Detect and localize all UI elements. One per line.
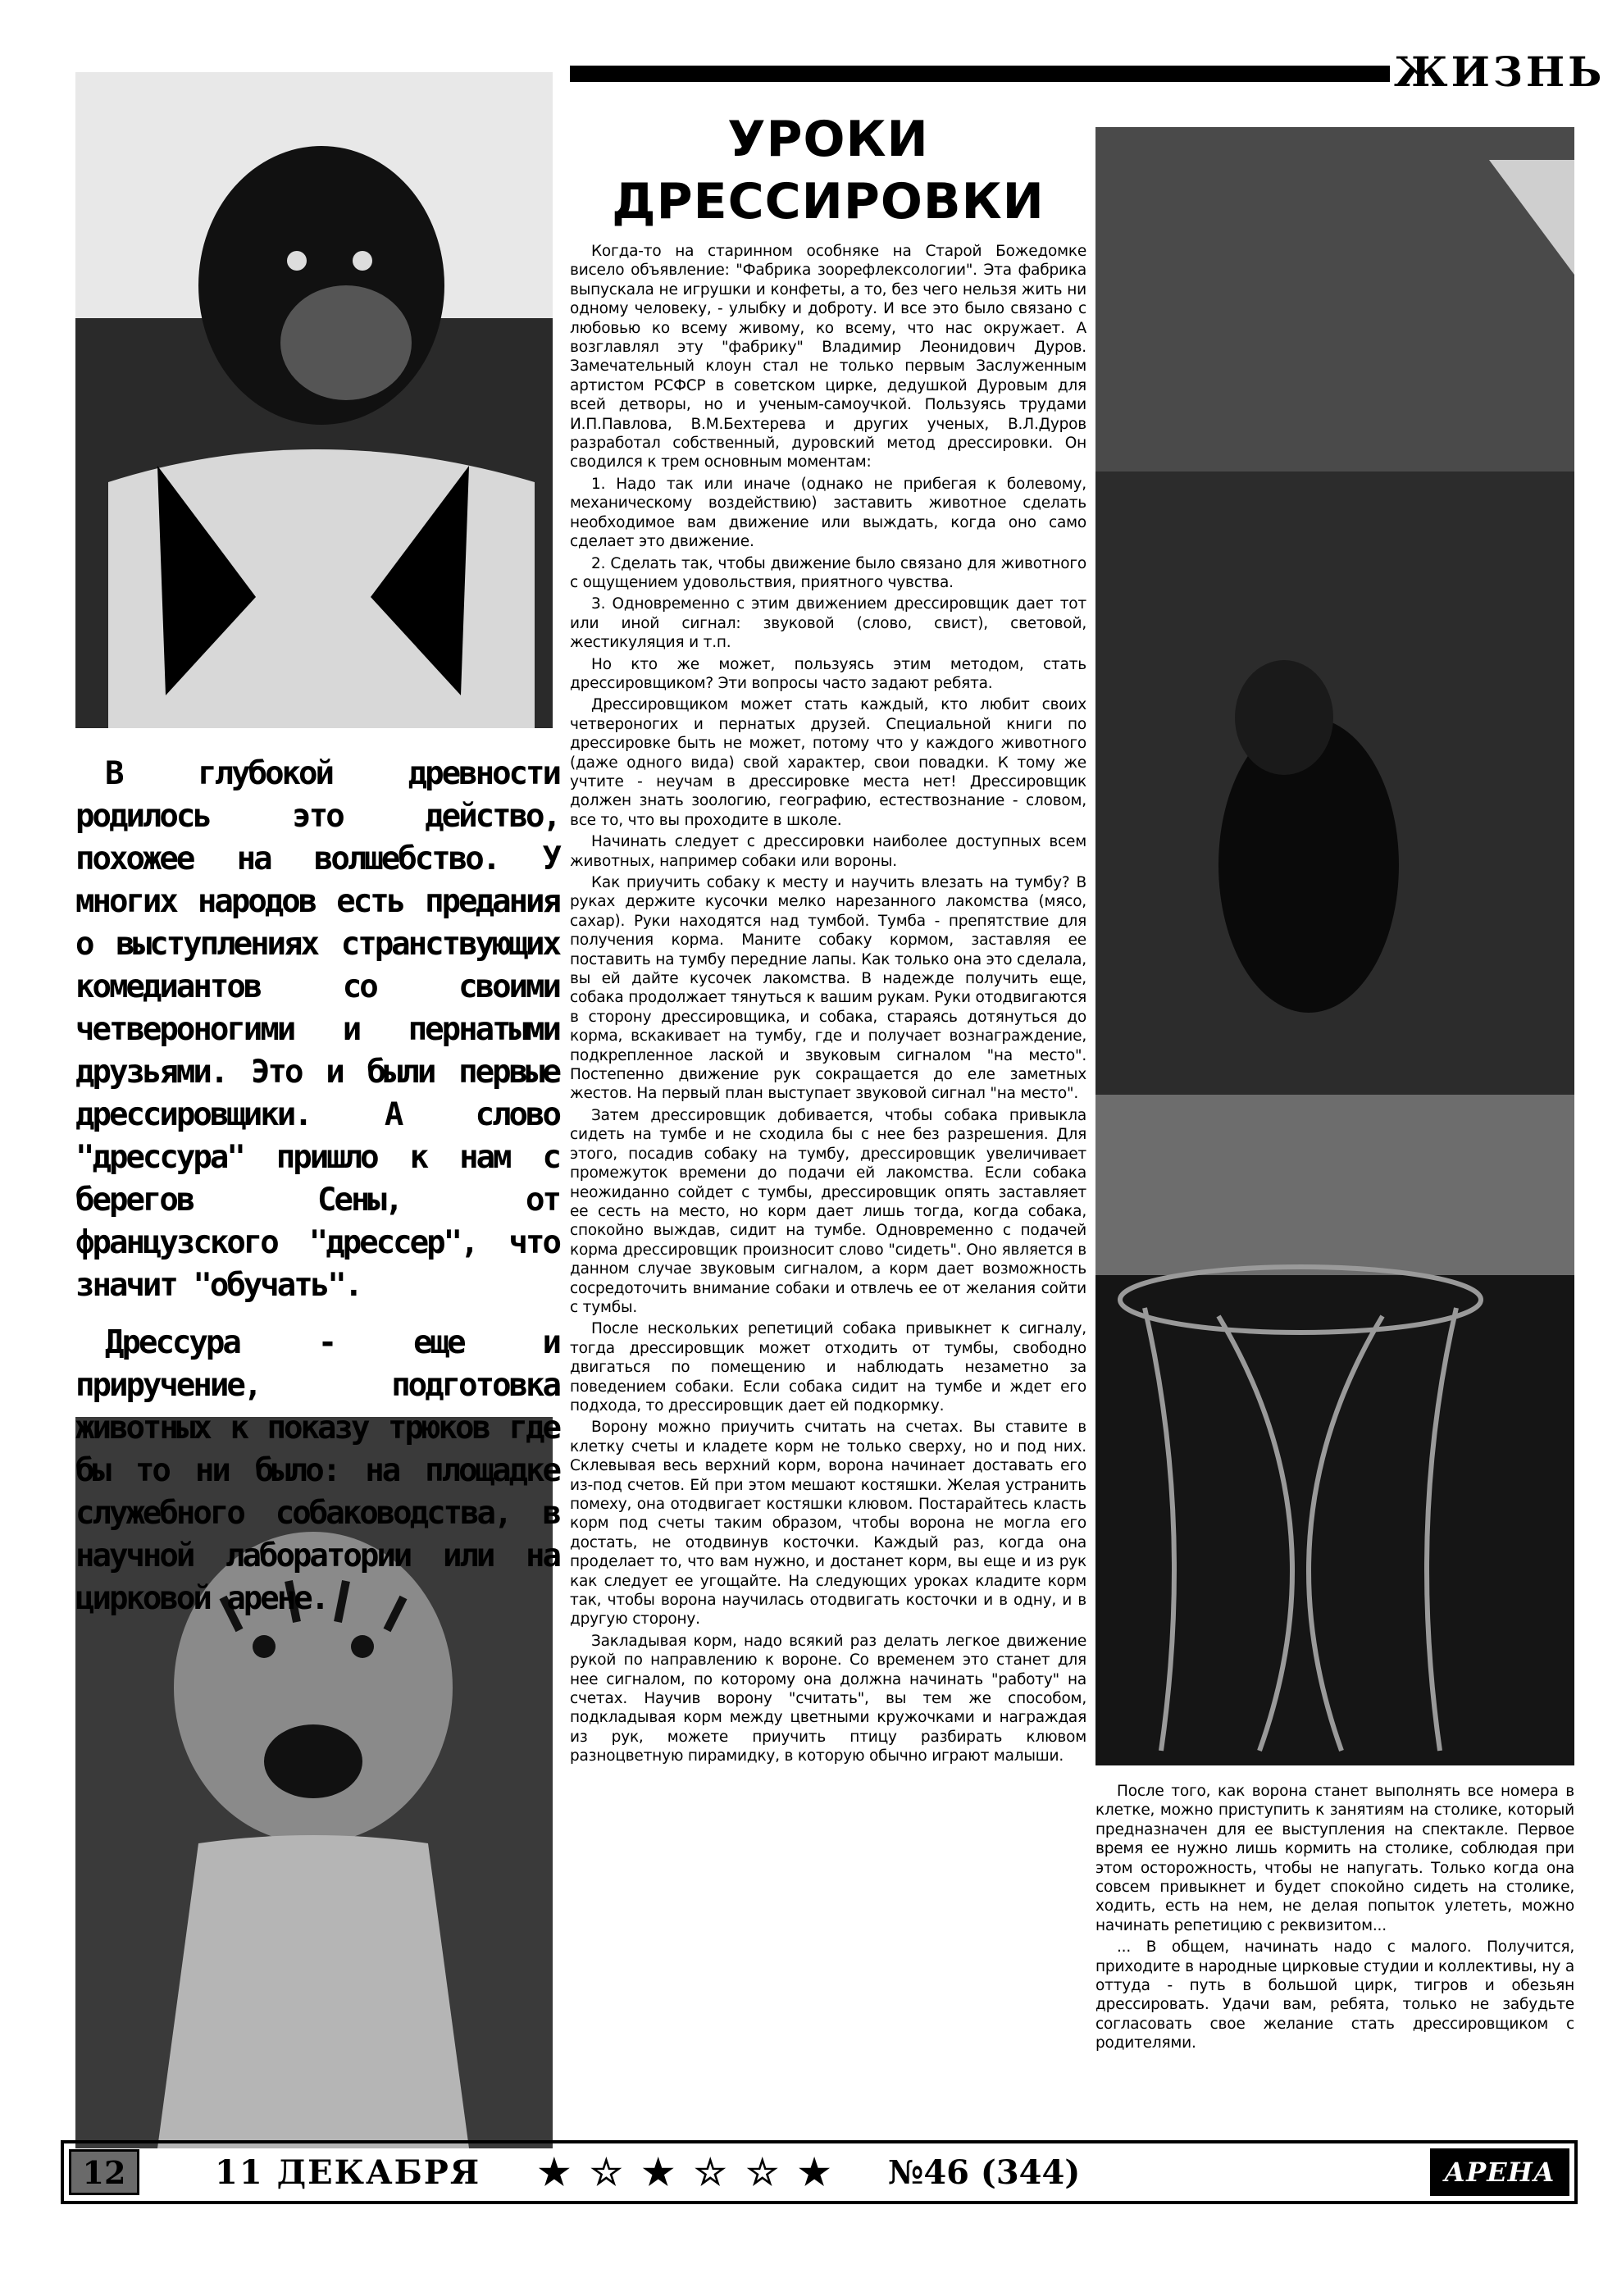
body-paragraph: После нескольких репетиций собака привыкнет к сигналу, тогда дрессировщик может отходить от тумбы, свободно двигаться по помещению и наблюдать незаметно за поведением собаки. Если собака сидит на тумбе и ждет его подхода, то дрессировщик дает ей подкормку. [570, 1320, 1086, 1414]
body-paragraph: Начинать следует с дрессировки наиболее доступных всем животных, например собаки или вороны. [570, 833, 1086, 870]
footer-stars [538, 2152, 831, 2194]
body-paragraph: Дрессировщиком может стать каждый, кто любит своих четвероногих и пернатых друзей. Специальной книги по дрессировке быть не может, потому что у каждого животного (даже одного вида) свой характер, свои повадки. К тому же учтите - неучам в дрессировке места нет! Дрессировщик должен знать зоологию, географию, естествознание - словом, все то, что вы проходите в школе. [570, 696, 1086, 829]
article-headline [570, 108, 1086, 233]
header-rule [570, 66, 1390, 82]
section-label: ЖИЗНЬ [1394, 48, 1606, 96]
issue-date: 11 ДЕКАБРЯ [215, 2152, 481, 2192]
star-outline-icon: ☆ [745, 2151, 779, 2194]
side-paragraph: ... В общем, начинать надо с малого. Получится, приходите в народные цирковые студии и коллективы, ну а оттуда - путь в большой цирк, тигров и обезьян дрессировать. Удачи вам, ребята, только не забудьте согласовать свое желание стать дрессировщиком с родителями. [1095, 1938, 1574, 2052]
headline-line-2: ДРЕССИРОВКИ [612, 173, 1045, 230]
page-number: 12 [69, 2149, 139, 2195]
body-paragraph: Закладывая корм, надо всякий раз делать легкое движение рукой по направлению к вороне. Со временем это станет для нее сигналом, по которому она должна начинать "работу" на счетах. Научив ворону "считать", вы тем же способом, подкладывая корм между цветными кружочками и награждая из рук, можете приучить птицу разбирать клювом разноцветную пирамидку, в которую обычно играют малыши. [570, 1632, 1086, 1765]
page-footer [61, 2140, 1578, 2204]
side-paragraph: После того, как ворона станет выполнять все номера в клетке, можно приступить к занятиям на столике, который предназначен для ее выступления на спектакле. Первое время ее нужно лишь кормить на столике, соблюдая при этом осторожность, чтобы не напугать. Только когда она совсем привыкнет и будет спокойно сидеть на столике, ходить, есть на нем, не делая попыток улететь, можно начинать репетицию с реквизитом... [1095, 1783, 1574, 1934]
headline-line-1: УРОКИ [727, 111, 929, 168]
intro-paragraph: В глубокой древности родилось это действо, похожее на волшебство. У многих народов есть предания о выступлениях странствующих комедиантов со своими четвероногими и пернатыми друзьями. Это и были первые дрессировщики. А слово "дрессура" пришло к нам с берегов Сены, от французского "дрессер", что значит "обучать". [75, 755, 559, 1304]
publication-logo: АРЕНА [1430, 2148, 1569, 2196]
issue-number: №46 (344) [887, 2152, 1081, 2192]
chimpanzee-photo [75, 72, 553, 728]
star-outline-icon: ☆ [590, 2151, 623, 2194]
body-paragraph: Как приучить собаку к месту и научить влезать на тумбу? В руках держите кусочки мелко нарезанного лакомства (мясо, сахар). Руки находятся над тумбой. Тумба - препятствие для получения корма. Маните собаку кормом, заставляя ее поставить на тумбу передние лапы. Как только она это сделала, вы ей дайте кусочек лакомства. В надежде получить еще, собака продолжает тянуться к вашим рукам. Руки отодвигаются в сторону дрессировщика, и собака, стараясь дотянуться до корма, вскакивает на тумбу, где и получает вознаграждение, подкрепленное лаской и звуковым сигналом "на место". Постепенно движение рук сокращается до еле заметных жестов. На первый план выступает звуковой сигнал "на место". [570, 874, 1086, 1103]
star-icon: ★ [798, 2151, 831, 2194]
star-outline-icon: ☆ [694, 2151, 727, 2194]
star-icon: ★ [538, 2151, 571, 2194]
body-paragraph: Но кто же может, пользуясь этим методом, стать дрессировщиком? Эти вопросы часто задают ребята. [570, 655, 1086, 692]
circus-monkey-photo [1095, 127, 1574, 1765]
article-intro [75, 753, 559, 1635]
body-paragraph: 3. Одновременно с этим движением дрессировщик дает тот или иной сигнал: звуковой (слово, свист), световой, жестикуляция и т.п. [570, 595, 1086, 652]
intro-paragraph: Дрессура - еще и приручение, подготовка животных к показу трюков где бы то ни было: на площадке служебного собаководства, в научной лаборатории или на цирковой арене. [75, 1324, 559, 1617]
body-paragraph: Когда-то на старинном особняке на Старой Божедомке висело объявление: "Фабрика зоорефлексологии". Эта фабрика выпускала не игрушки и конфеты, а то, без чего нельзя жить ни одному человеку, - улыбку и доброту. И все это было связано с любовью ко всему живому, ко всему, что нас окружает. А возглавлял эту "фабрику" Владимир Леонидович Дуров. Замечательный клоун стал не только первым Заслуженным артистом РСФСР в советском цирке, дедушкой Дуровым для всей детворы, но и ученым-самоучкой. Пользуясь трудами И.П.Павлова, В.М.Бехтерева и других ученых, В.Л.Дуров разработал собственный, дуровский метод дрессировки. Он сводился к трем основным моментам: [570, 243, 1086, 472]
body-paragraph: Ворону можно приучить считать на счетах. Вы ставите в клетку счеты и кладете корм не только сверху, но и под них. Склевывая весь верхний корм, ворона начинает доставать его из-под счетов. Ей при этом мешают костяшки. Желая устранить помеху, она отодвигает костяшки клювом. Постарайтесь класть корм под счеты таким образом, чтобы ворона не могла его достать, не отодвинув косточки. Каждый раз, когда она проделает то, что вам нужно, и достанет корм, вы еще и из рук как следует ее угощайте. На следующих уроках кладите корм так, чтобы ворона научилась отодвигать косточки и в одну, и в другую сторону. [570, 1419, 1086, 1629]
body-paragraph: 1. Надо так или иначе (однако не прибегая к болевому, механическому воздействию) заставить животное сделать необходимое вам движение или выждать, когда оно само сделает это движение. [570, 475, 1086, 551]
body-paragraph: 2. Сделать так, чтобы движение было связано для животного с ощущением удовольствия, приятного чувства. [570, 554, 1086, 591]
body-paragraph: Затем дрессировщик добивается, чтобы собака привыкла сидеть на тумбе и не сходила бы с нее без разрешения. Для этого, посадив собаку на тумбу, дрессировщик увеличивает промежуток времени до подачи ей лакомства. Если собака неожиданно сойдет с тумбы, дрессировщик опять заставляет ее сесть на место, но корм дает лишь тогда, когда собака, спокойно выждав, сидит на тумбе. Одновременно с подачей корма дрессировщик произносит слово "сидеть". Оно является в данном случае звуковым сигналом, а корм дает возможность сосредоточить внимание собаки и отвлечь ее от желания сойти с тумбы. [570, 1106, 1086, 1316]
article-side-column [1095, 1782, 1574, 2056]
star-icon: ★ [642, 2151, 675, 2194]
article-body [570, 242, 1086, 1769]
